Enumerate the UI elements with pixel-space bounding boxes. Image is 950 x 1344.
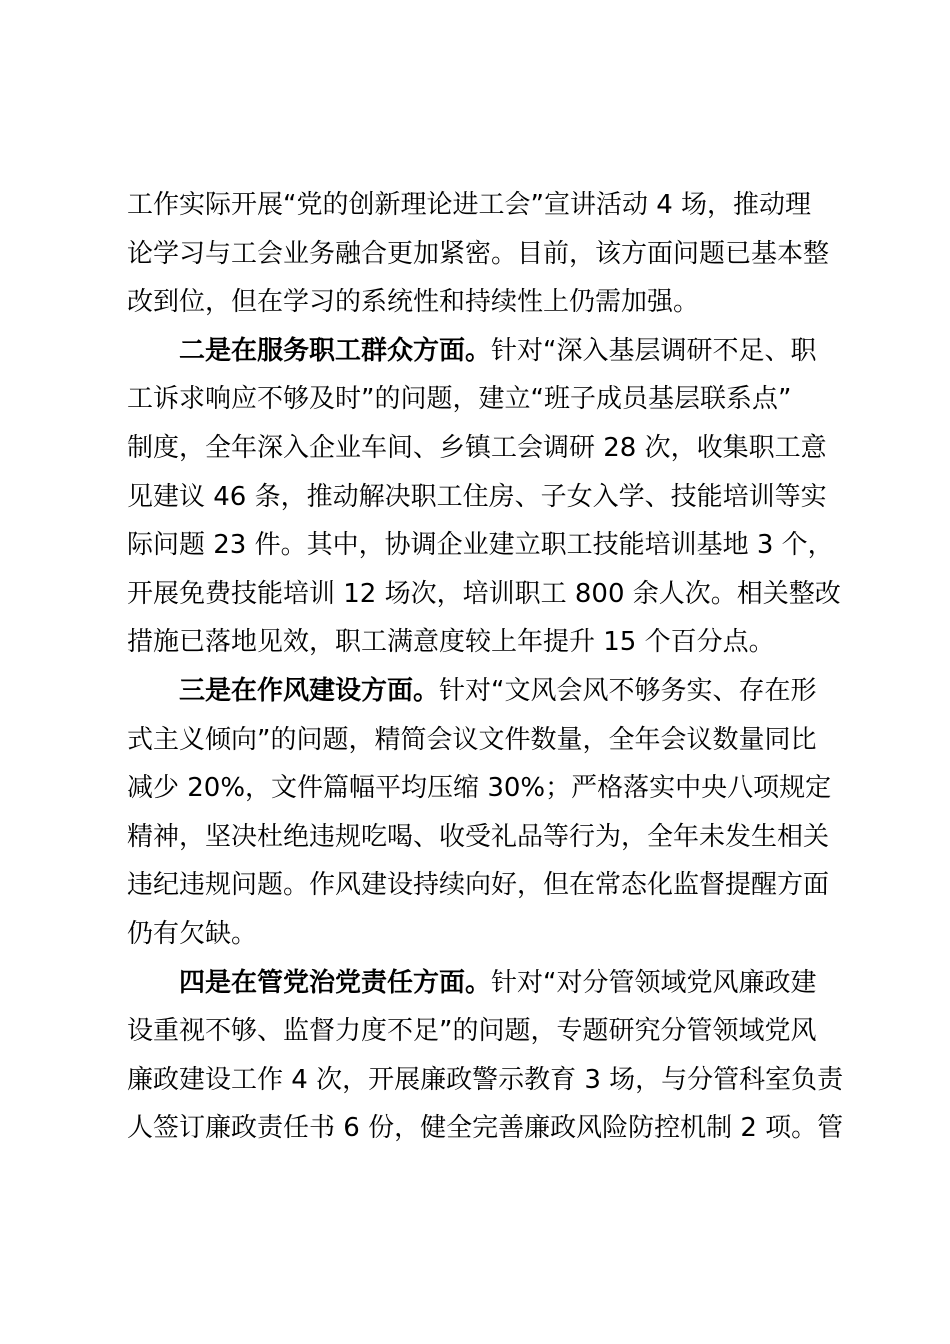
text-line [127,327,835,376]
paragraph-theory-study [127,181,835,327]
paragraph-heading: 二是在服务职工群众方面。 [179,335,492,366]
paragraph-work-style [127,667,835,959]
paragraph-heading: 三是在作风建设方面。 [179,675,440,706]
text-line: 设重视不够、监督力度不足”的问题，专题研究分管领域党风 [127,1016,817,1047]
text-run: 针对“对分管领域党风廉政建 [491,967,817,998]
paragraph-service-workers [127,327,841,667]
text-line [127,667,835,716]
text-line: 论学习与工会业务融合更加紧密。目前，该方面问题已基本整 [127,238,830,269]
text-line: 见建议 46 条，推动解决职工住房、子女入学、技能培训等实 [127,481,827,512]
paragraph-party-governance [127,959,844,1153]
text-run: 针对“文风会风不够务实、存在形 [439,675,817,706]
text-line [127,959,835,1008]
text-line: 精神，坚决杜绝违规吃喝、收受礼品等行为，全年未发生相关 [127,821,830,852]
text-line: 制度，全年深入企业车间、乡镇工会调研 28 次，收集职工意 [127,432,827,463]
text-line: 廉政建设工作 4 次，开展廉政警示教育 3 场，与分管科室负责 [127,1064,844,1095]
text-line: 工诉求响应不够及时”的问题，建立“班子成员基层联系点” [127,384,792,415]
text-line: 违纪违规问题。作风建设持续向好，但在常态化监督提醒方面 [127,870,830,901]
text-line: 改到位，但在学习的系统性和持续性上仍需加强。 [127,287,700,318]
document-page [127,181,844,1153]
text-line: 措施已落地见效，职工满意度较上年提升 15 个百分点。 [127,627,775,658]
text-line: 际问题 23 件。其中，协调企业建立职工技能培训基地 3 个， [127,530,834,561]
text-line: 减少 20%，文件篇幅平均压缩 30%；严格落实中央八项规定 [127,773,832,804]
text-line: 仍有欠缺。 [127,918,258,949]
text-line: 式主义倾向”的问题，精简会议文件数量，全年会议数量同比 [127,724,817,755]
text-run: 针对“深入基层调研不足、职 [491,335,817,366]
text-line: 开展免费技能培训 12 场次，培训职工 800 余人次。相关整改 [127,578,841,609]
paragraph-heading: 四是在管党治党责任方面。 [179,967,492,998]
text-line: 工作实际开展“党的创新理论进工会”宣讲活动 4 场，推动理 [127,190,812,220]
text-line: 人签订廉政责任书 6 份，健全完善廉政风险防控机制 2 项。管 [127,1113,844,1144]
